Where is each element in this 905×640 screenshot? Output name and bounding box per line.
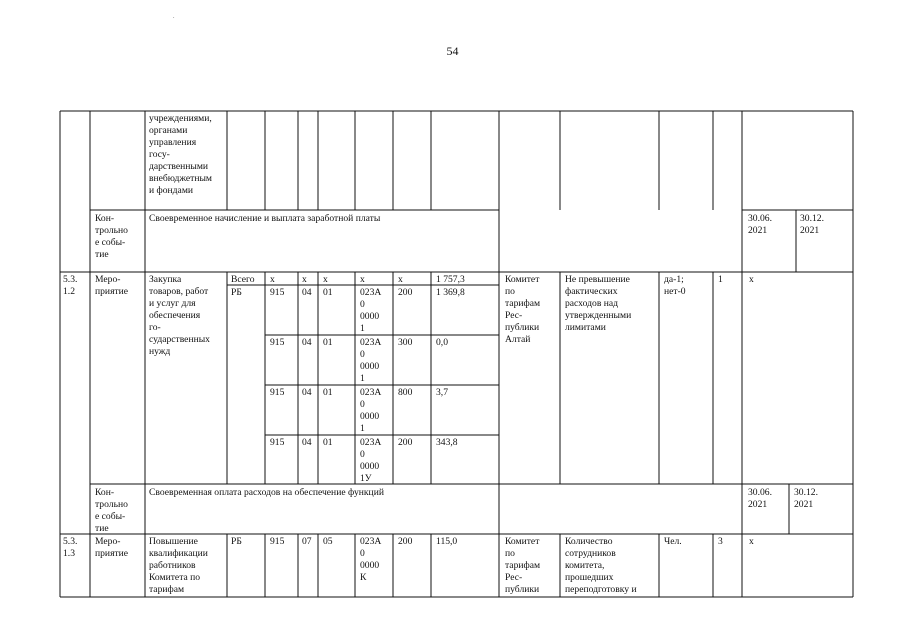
sub-row-csr: 023А 0 0000 1: [360, 387, 382, 434]
measure-name: Закупка товаров, работ и услуг для обеспечения го- сударственных нужд: [149, 274, 210, 357]
measure-kind: Меро- приятие: [95, 536, 129, 559]
total-pr: х: [323, 274, 328, 285]
funding-source-total: Всего: [231, 274, 255, 285]
row-rz: 07: [302, 536, 312, 547]
control-event-date-end: 30.12. 2021: [800, 213, 824, 236]
sub-row-rz: 04: [302, 287, 312, 298]
total-sum: 1 757,3: [436, 274, 465, 285]
sub-row-pr: 01: [323, 337, 333, 348]
measure-number: 5.3. 1.2: [63, 274, 78, 297]
measure-unit: да-1; нет-0: [664, 274, 686, 297]
row-csr: 023А 0 0000 К: [360, 536, 382, 583]
sub-row-pr: 01: [323, 287, 333, 298]
control-event-date-start: 30.06. 2021: [748, 213, 772, 236]
total-grbs: х: [270, 274, 275, 285]
measure-kind: Меро- приятие: [95, 274, 129, 297]
total-csr: х: [360, 274, 365, 285]
measure-mark: х: [749, 274, 754, 285]
sub-row-sum: 1 369,8: [436, 287, 465, 298]
control-event-date-start: 30.06. 2021: [748, 487, 772, 510]
control-event-text: Своевременная оплата расходов на обеспечение функций: [149, 487, 384, 498]
sub-row-rz: 04: [302, 387, 312, 398]
total-rz: х: [302, 274, 307, 285]
continued-name-cell: учреждениями, органами управления госу- дарственными внебюджетным и фондами: [149, 113, 212, 196]
funding-source: РБ: [231, 536, 242, 547]
sub-row-sum: 0,0: [436, 337, 448, 348]
scan-dot: .: [173, 14, 175, 20]
control-event-label: Кон- трольно е собы- тие: [95, 213, 128, 260]
sub-row-sum: 343,8: [436, 437, 458, 448]
funding-source-rb: РБ: [231, 287, 242, 298]
sub-row-rz: 04: [302, 437, 312, 448]
row-sum: 115,0: [436, 536, 458, 547]
page-number: 54: [446, 44, 459, 58]
row-pr: 05: [323, 536, 333, 547]
measure-unit: Чел.: [664, 536, 682, 547]
sub-row-vr: 800: [398, 387, 413, 398]
sub-row-vr: 300: [398, 337, 413, 348]
row-grbs: 915: [270, 536, 285, 547]
sub-row-grbs: 915: [270, 287, 285, 298]
sub-row-pr: 01: [323, 437, 333, 448]
measure-mark: х: [749, 536, 754, 547]
control-event-label: Кон- трольно е собы- тие: [95, 487, 128, 534]
sub-row-pr: 01: [323, 387, 333, 398]
sub-row-grbs: 915: [270, 437, 285, 448]
measure-indicator: Не превышение фактических расходов над утвержденными лимитами: [565, 274, 632, 333]
sub-row-grbs: 915: [270, 337, 285, 348]
sub-row-rz: 04: [302, 337, 312, 348]
measure-value: 3: [718, 536, 723, 547]
measure-indicator: Количество сотрудников комитета, прошедших переподготовку и: [565, 536, 637, 595]
measure-name: Повышение квалификации работников Комитета по тарифам: [149, 536, 208, 595]
row-vr: 200: [398, 536, 413, 547]
sub-row-csr: 023А 0 0000 1: [360, 337, 382, 384]
measure-executor: Комитет по тарифам Рес- публики Алтай: [505, 274, 541, 345]
control-event-date-end: 30.12. 2021: [794, 487, 818, 510]
sub-row-sum: 3,7: [436, 387, 448, 398]
measure-value: 1: [718, 274, 723, 285]
sub-row-vr: 200: [398, 287, 413, 298]
sub-row-csr: 023А 0 0000 1У: [360, 437, 382, 484]
measure-number: 5.3. 1.3: [63, 536, 78, 559]
sub-row-csr: 023А 0 0000 1: [360, 287, 382, 334]
control-event-text: Своевременное начисление и выплата заработной платы: [149, 213, 381, 224]
sub-row-grbs: 915: [270, 387, 285, 398]
measure-executor: Комитет по тарифам Рес- публики: [505, 536, 541, 595]
total-vr: х: [398, 274, 403, 285]
sub-row-vr: 200: [398, 437, 413, 448]
